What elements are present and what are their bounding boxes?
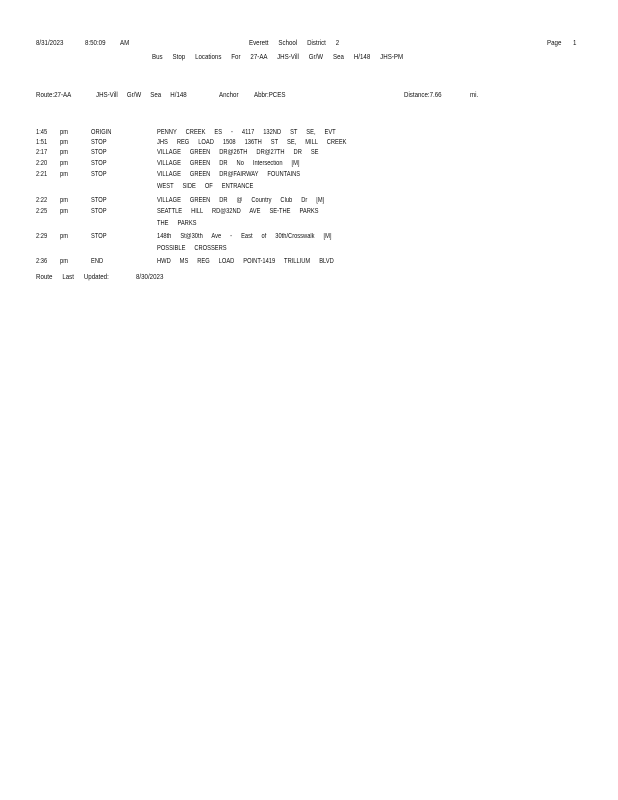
report-ampm: AM [120,38,130,47]
stop-ampm: pm [60,149,68,156]
stop-time: 2:36 [36,258,48,265]
stop-type: STOP [91,160,107,167]
stop-type: STOP [91,233,107,240]
stop-location: VILLAGE GREEN DR @ Country Club Dr [M] [157,197,325,204]
stop-type: STOP [91,171,107,178]
district-name: Everett School District 2 [249,38,340,47]
stop-time: 2:17 [36,149,48,156]
stop-ampm: pm [60,139,68,146]
distance-unit: mi. [470,90,479,99]
anchor-abbr: Abbr:PCES [254,90,286,99]
stop-location-note: THE PARKS [157,220,197,227]
stop-location: VILLAGE GREEN DR No Intersection [M] [157,160,300,167]
stop-ampm: pm [60,233,68,240]
stop-type: STOP [91,139,107,146]
stop-location: JHS REG LOAD 1508 136TH ST SE, MILL CREEK [157,139,347,146]
stop-ampm: pm [60,129,68,136]
stop-time: 1:51 [36,139,48,146]
stop-ampm: pm [60,197,68,204]
stop-ampm: pm [60,171,68,178]
stop-location: VILLAGE GREEN DR@FAIRWAY FOUNTAINS [157,171,301,178]
stop-ampm: pm [60,258,68,265]
stop-type: END [91,258,104,265]
page-label: Page [547,38,562,47]
stop-location: 148th St@30th Ave - East of 30th/Crosswalk [M] [157,233,332,240]
stop-type: ORIGIN [91,129,112,136]
stop-location: VILLAGE GREEN DR@26TH DR@27TH DR SE [157,149,319,156]
report-date: 8/31/2023 [36,38,64,47]
stop-location-note: POSSIBLE CROSSERS [157,245,227,252]
report-subtitle: Bus Stop Locations For 27-AA JHS-Vill Gr/W Sea H/148 JHS-PM [152,52,404,61]
stop-location: PENNY CREEK ES - 4117 132ND ST SE, EVT [157,129,336,136]
last-updated-label: Route Last Updated: [36,272,109,281]
stop-ampm: pm [60,208,68,215]
stop-ampm: pm [60,160,68,167]
stop-time: 2:29 [36,233,48,240]
report-time: 8:50:09 [85,38,106,47]
stop-type: STOP [91,149,107,156]
anchor-label: Anchor [219,90,239,99]
stop-location-note: WEST SIDE OF ENTRANCE [157,183,254,190]
stop-type: STOP [91,208,107,215]
page-number: 1 [573,38,577,47]
route-id: Route:27-AA [36,90,72,99]
stop-time: 2:25 [36,208,48,215]
route-codes: JHS-Vill Gr/W Sea H/148 [96,90,187,99]
stop-location: SEATTLE HILL RD@32ND AVE SE-THE PARKS [157,208,319,215]
last-updated-date: 8/30/2023 [136,272,164,281]
stop-type: STOP [91,197,107,204]
stop-time: 1:45 [36,129,48,136]
stop-time: 2:20 [36,160,48,167]
stop-time: 2:22 [36,197,48,204]
route-distance: Distance:7.66 [404,90,442,99]
stop-location: HWD MS REG LOAD POINT-1419 TRILLIUM BLVD [157,258,334,265]
stop-time: 2:21 [36,171,48,178]
